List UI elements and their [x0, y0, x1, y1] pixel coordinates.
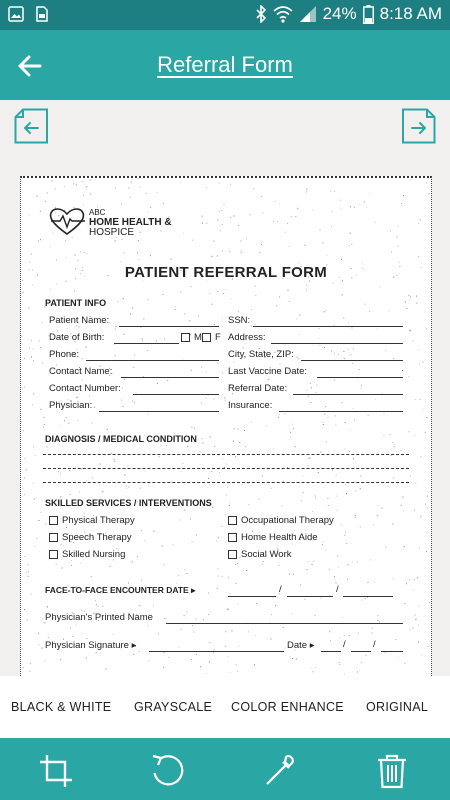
- previous-page-icon[interactable]: [14, 108, 48, 144]
- battery-icon: [363, 5, 374, 24]
- date-line: [321, 651, 341, 652]
- signature-date-label: Date ▸: [287, 640, 315, 651]
- signature-label: Physician Signature ▸: [45, 640, 137, 651]
- dropper-icon[interactable]: [262, 753, 298, 789]
- field-city-state-zip: City, State, ZIP:: [228, 349, 294, 360]
- filter-grayscale[interactable]: GRAYSCALE: [134, 700, 213, 714]
- service-social-work: Social Work: [228, 549, 292, 560]
- date-line: [287, 596, 333, 597]
- bottom-toolbar: [0, 738, 450, 800]
- diagnosis-line: [43, 482, 409, 483]
- field-phone: Phone:: [49, 349, 80, 360]
- filter-original[interactable]: ORIGINAL: [366, 700, 429, 714]
- field-line: [279, 411, 403, 412]
- field-insurance: Insurance:: [228, 400, 273, 411]
- field-line: [271, 343, 403, 344]
- field-date-of-birth: Date of Birth:: [49, 332, 105, 343]
- filter-color-enhance[interactable]: COLOR ENHANCE: [231, 700, 344, 714]
- wifi-icon: [273, 5, 293, 23]
- field-referral-date: Referral Date:: [228, 383, 288, 394]
- field-address: Address:: [228, 332, 266, 343]
- form-title: PATIENT REFERRAL FORM: [124, 264, 328, 281]
- next-page-icon[interactable]: [402, 108, 436, 144]
- encounter-date-label: FACE-TO-FACE ENCOUNTER DATE ▸: [45, 585, 196, 595]
- status-bar: [0, 0, 450, 30]
- service-occupational-therapy: Occupational Therapy: [228, 515, 334, 526]
- field-line: [119, 326, 219, 327]
- rotate-icon[interactable]: [150, 753, 186, 789]
- field-contact-name: Contact Name:: [49, 366, 113, 377]
- filter-black-white[interactable]: BLACK & WHITE: [11, 700, 112, 714]
- printed-name-label: Physician's Printed Name: [45, 612, 153, 623]
- date-slash: /: [373, 639, 376, 650]
- scanned-document[interactable]: [20, 176, 432, 678]
- field-line: [133, 394, 219, 395]
- heart-logo-icon: [47, 206, 87, 236]
- service-skilled-nursing: Skilled Nursing: [49, 549, 125, 560]
- diagnosis-line: [43, 468, 409, 469]
- checkbox-female: F: [202, 332, 221, 343]
- app-bar: [0, 30, 450, 100]
- crop-icon[interactable]: [38, 753, 74, 789]
- field-physician: Physician:: [49, 400, 93, 411]
- trash-icon[interactable]: [374, 753, 410, 789]
- date-line: [351, 651, 371, 652]
- date-slash: /: [336, 584, 339, 595]
- services-heading: SKILLED SERVICES / INTERVENTIONS: [45, 498, 212, 508]
- field-line: [253, 326, 403, 327]
- field-line: [114, 343, 179, 344]
- service-physical-therapy: Physical Therapy: [49, 515, 135, 526]
- field-last-vaccine-date: Last Vaccine Date:: [228, 366, 308, 377]
- battery-percent: 24%: [322, 4, 357, 23]
- field-line: [121, 377, 219, 378]
- page-title: Referral Form: [157, 52, 293, 77]
- diagnosis-line: [43, 454, 409, 455]
- printed-name-line: [166, 623, 403, 624]
- date-slash: /: [343, 639, 346, 650]
- field-contact-number: Contact Number:: [49, 383, 121, 394]
- filter-tabs: [0, 676, 450, 738]
- date-line: [343, 596, 393, 597]
- checkbox-male: M: [181, 332, 202, 343]
- signal-icon: [299, 5, 317, 23]
- bluetooth-icon: [255, 5, 267, 23]
- image-notification-icon: [8, 6, 24, 22]
- patient-info-heading: PATIENT INFO: [45, 298, 107, 308]
- date-line: [228, 596, 276, 597]
- clock: 8:18 AM: [379, 4, 442, 23]
- file-notification-icon: [34, 6, 50, 22]
- brand-name: ABC HOME HEALTH & HOSPICE: [89, 208, 172, 238]
- field-line: [301, 360, 403, 361]
- field-line: [317, 377, 403, 378]
- field-line: [86, 360, 219, 361]
- service-speech-therapy: Speech Therapy: [49, 532, 132, 543]
- field-ssn: SSN:: [228, 315, 251, 326]
- signature-line: [149, 651, 284, 652]
- date-line: [381, 651, 403, 652]
- diagnosis-heading: DIAGNOSIS / MEDICAL CONDITION: [45, 434, 197, 444]
- scan-noise: [21, 178, 431, 678]
- field-line: [99, 411, 219, 412]
- field-patient-name: Patient Name:: [49, 315, 110, 326]
- date-slash: /: [279, 584, 282, 595]
- service-home-health-aide: Home Health Aide: [228, 532, 318, 543]
- field-line: [293, 394, 403, 395]
